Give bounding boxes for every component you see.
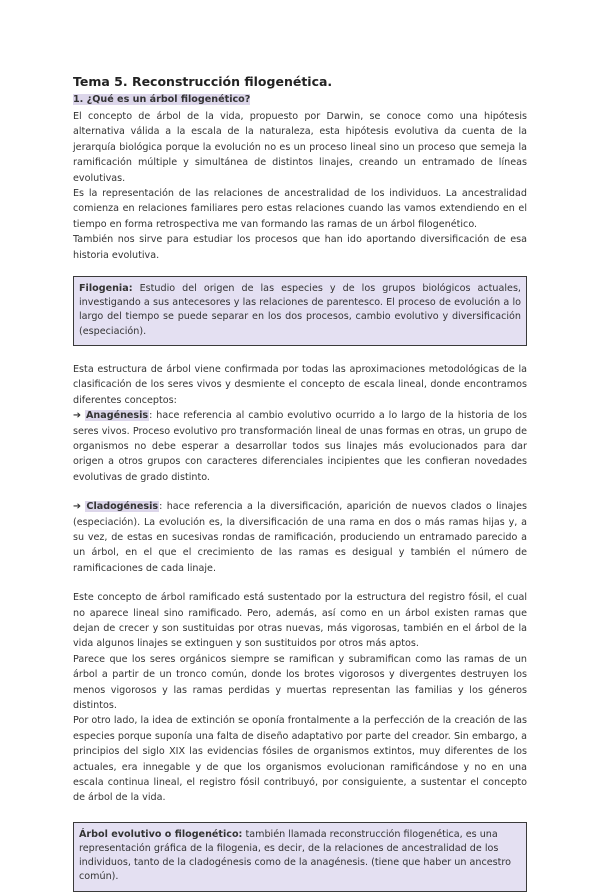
paragraph-extinction: Por otro lado, la idea de extinción se oponía frontalmente a la perfección de la creación de las especies porque suponía una falta de diseño adaptativo por parte del creador. Sin embargo, a principios del siglo XIX las evidencias fósiles de organismos extintos, muy diferentes de los actuales, era innegable y de que los organismos evolucionan ramificándose y no en una escala continua lineal, el registro fósil contribuyó, por consiguiente, a sustentar el concepto de árbol de la vida. — [73, 715, 527, 804]
concept-term: Anagénesis — [85, 410, 149, 422]
paragraph-fossil-record: Este concepto de árbol ramificado está sustentado por la estructura del registro fósil, el cual no aparece lineal sino ramificado. Pero, además, así como en un árbol existen ramas que dejan de crecer y son sustituidas por otras nuevas, más vigorosas, también en el árbol de la vida algunos linajes se extinguen y son sustituidos por otros más aptos. — [73, 592, 527, 650]
page-title: Tema 5. Reconstrucción filogenética. — [73, 74, 333, 89]
concept-term: Cladogénesis — [86, 501, 159, 513]
concept-anagenesis — [73, 408, 527, 485]
paragraph-ancestry: Es la representación de las relaciones de ancestralidad de los individuos. La ancestralidad comienza en relaciones familiares pero estas relaciones cuando las vamos extendiendo en el tiempo en forma retrospectiva me van formando las ramas de un árbol filogenético. — [73, 188, 527, 230]
paragraph-tree-of-life: El concepto de árbol de la vida, propuesto por Darwin, se conoce como una hipótesis alternativa válida a la escala de la naturaleza, esta hipótesis evolutiva da cuenta de la jerarquía biológica porque la evolución no es un proceso lineal sino un proceso que semeja la ramificación múltiple y simultánea de distintos linajes, creando un entramado de líneas evolutivas. — [73, 111, 527, 184]
paragraph-tree-structure: Esta estructura de árbol viene confirmada por todas las aproximaciones metodológicas de la clasificación de los seres vivos y desmiente el concepto de escala lineal, donde encontramos diferentes conceptos: — [73, 363, 527, 406]
concept-text: : hace referencia a la diversificación, aparición de nuevos clados o linajes (especiación). La evolución es, la diversificación de una rama en dos o más ramas hijas y, a su vez, de estas en sucesivas rondas de ramificación, produciendo un entramado parecido a un árbol, en el que el crecimiento de las ramas es desigual y también el número de ramificaciones de cada linaje. — [73, 501, 527, 574]
definition-text: Estudio del origen de las especies y de los grupos biológicos actuales, investigando a sus antecesores y las relaciones de parentesco. El proceso de evolución a lo largo del tiempo se puede separar en los dos procesos, cambio evolutivo y diversificación (especiación). — [79, 283, 521, 337]
section-heading-text: 1. ¿Qué es un árbol filogenético? — [73, 94, 251, 105]
paragraph-branching: Parece que los seres orgánicos siempre se ramifican y subramifican como las ramas de un árbol a partir de un tronco común, donde los brotes vigorosos y divergentes destruyen los menos vigorosos y las ramas perdidas y muertas representan las familias y los géneros distintos. — [73, 653, 527, 711]
definition-text: también llamada reconstrucción filogenética, es una representación gráfica de la filogenia, es decir, de la relaciones de ancestralidad de los individuos, tanto de la cladogénesis como de la anagénesis. (tiene que haber un ancestro común). — [79, 828, 511, 883]
definition-box-arbol — [73, 822, 527, 892]
concept-cladogenesis — [73, 499, 527, 576]
definition-term: Árbol evolutivo o filogenético: — [79, 828, 243, 840]
definition-box-filogenia — [73, 276, 527, 346]
section-heading — [73, 93, 527, 107]
arrow-icon: ➔ — [73, 501, 82, 513]
document-page — [73, 74, 527, 892]
arrow-icon: ➔ — [73, 410, 82, 422]
definition-term: Filogenia: — [79, 283, 133, 295]
paragraph-diversification: También nos sirve para estudiar los procesos que han ido aportando diversificación de esa historia evolutiva. — [73, 234, 527, 261]
concept-text: : hace referencia al cambio evolutivo ocurrido a lo largo de la historia de los seres vivos. Proceso evolutivo pro transformación lineal de unas formas en otras, un grupo de organismos no debe esperar a desarrollar todos sus linajes más evolucionados para dar origen a otros grupos con caracteres diferenciales incipientes que les confieran novedades evolutivas de grado distinto. — [73, 410, 527, 483]
